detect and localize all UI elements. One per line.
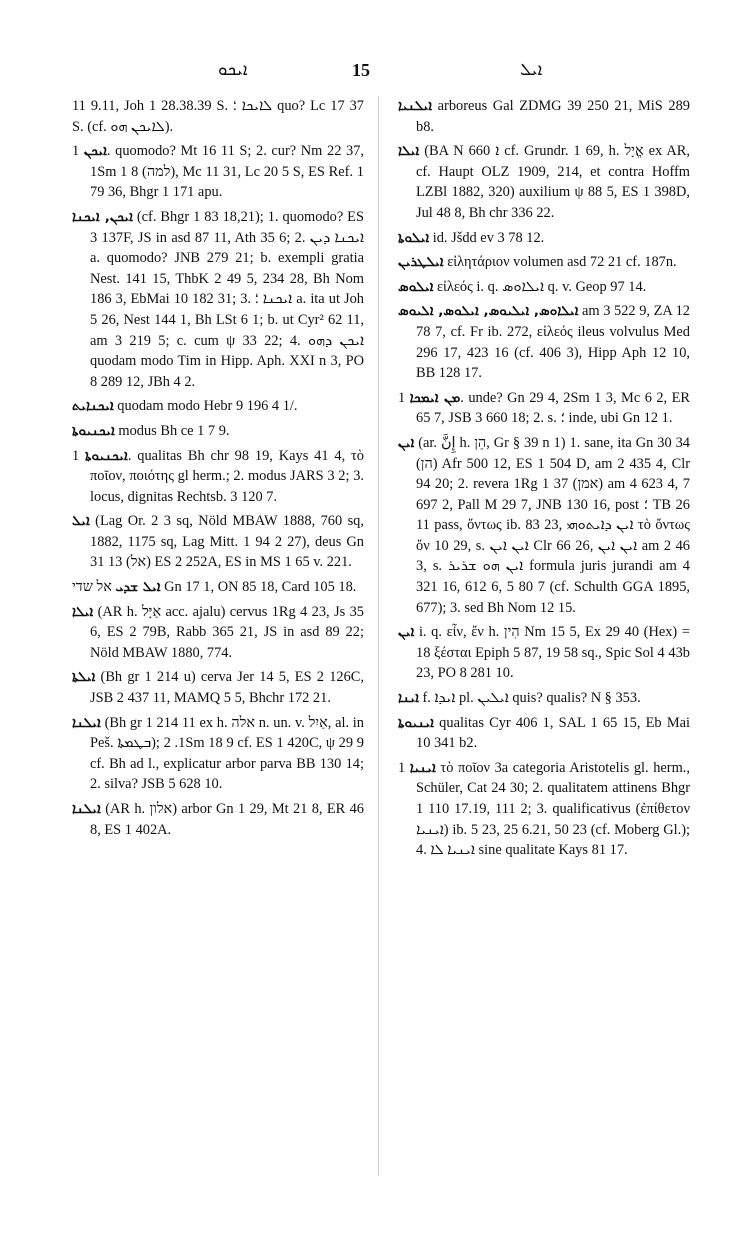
entry-lemma: ܐܝܢܐ <box>398 690 419 707</box>
dictionary-entry: ܐܝܠ (Lag Or. 2 3 sq, Nöld MBAW 1888, 760 sq, 1882, 1175 sq, Lag Mitt. 1 94 2 27), deus Gn 31 13 (אל) ES 2 252A, ES in MS 1 65 v. 221. <box>72 513 364 571</box>
entry-lemma: ܡܢ ܐܝܡܟܐ <box>409 389 461 406</box>
dictionary-entry: ܐܝܠܐ (BA N 660 ܐ cf. Grundr. 1 69, h. אֱיָל ex AR, cf. Haupt OLZ 1909, 214, et contra Hoffm LZBl 1882, 320) auxilium ψ 88 5, ES 1 398D, Jul 48 8, Bh chr 336 22. <box>398 143 690 221</box>
page-number: 15 <box>352 60 370 80</box>
dictionary-entry: 11 9.11, Joh 1 28.38.39 S. ܠܐܝܟܐ ؛ quo? Lc 17 37 S. (cf. ܠܐܝܟܢ ܗܘ). <box>72 98 365 135</box>
entry-lemma: ܐܝܠܘܬܐ <box>398 229 430 246</box>
column-divider <box>378 96 379 1176</box>
entry-lemma: ܐܝܠܐ <box>72 603 94 620</box>
dictionary-entry: ܐܝܠܘܬܐ id. Jšdd ev 3 78 12. <box>398 229 545 246</box>
entry-lemma: ܐܝܟܢܐܝܬ <box>72 398 114 415</box>
dictionary-entry: ܐܝܠܘܣ εἰλεός i. q. ܐܝܠܐܘܣ q. v. Geop 97 14. <box>398 278 647 295</box>
entry-lemma: ܐܝܠܘܣ <box>398 278 434 295</box>
entry-lemma: ܐܝܠܢܐ <box>72 801 101 817</box>
dictionary-entry: ܐܝܠܬܐ (Bh gr 1 214 u) cerva Jer 14 5, ES 2 126C, JSB 2 437 11, MAMQ 5 5, Bhchr 172 21. <box>72 669 364 707</box>
dictionary-entry: ܐܝܢ (ar. إِنَّ h. הֵן, Gr § 39 n 1) 1. sane, ita Gn 30 34 (הן) Afr 500 12, ES 1 504 D, am 2 435 4, Clr 94 20; 2. revera 1Rg 1 37 (אמן) am 4 623 4, 7 697 2, Pall M 29 7, JNB 130 16, post ؛ TB 26 11 pass, ὄντως ib. 83 23, ܐܝܢ ܕܐܝܬܘܗܝ τὸ ὄντως ὄν 10 29, s. ܐܝܢ ܐܝܢ Clr 66 26, ܐܝܢ ܐܝܢ am 2 46 3, s. ܐܝܢ ܗܘ ܫܪܝܪ formula juris jurandi am 4 321 16, 612 6, 5 80 7 (cf. Schulth GGA 1895, 677); 3. sed Bh Nom 12 15. <box>398 434 691 616</box>
dictionary-entry: ܐܝܟܢܝܘܬܐ 1. qualitas Bh chr 98 19, Kays 41 4, τὸ ποῖον, ποιότης gl herm.; 2. modus JARS 3 2; 3. locus, dignitas Rechtsb. 3 120 7. <box>72 447 364 505</box>
entry-lemma: ܐܝܢ <box>398 434 415 451</box>
dictionary-entry: ܐܝܠ ܫܕܝ אל שדי Gn 17 1, ON 85 18, Card 105 18. <box>72 579 357 596</box>
entry-lemma: ܐܝܠܐ <box>398 143 420 160</box>
dictionary-entry: ܐܝܠܢܐ (AR h. אלון) arbor Gn 1 29, Mt 21 8, ER 46 8, ES 1 402A. <box>72 801 364 838</box>
dictionary-entry: ܡܢ ܐܝܡܟܐ 1. unde? Gn 29 4, 2Sm 1 3, Mc 6 2, ER 65 7, JSB 3 660 18; 2. s. ؛ inde, ubi Gn 12 1. <box>398 389 690 427</box>
dictionary-entry: ܐܝܠܐ (AR h. אַיָּל acc. ajalu) cervus 1Rg 4 23, Js 35 6, ES 2 79B, Rabb 365 21, JS in asd 89 22; Nöld MBAW 1880, 774. <box>72 603 364 661</box>
running-head-right: ܐܝܠ <box>520 60 543 79</box>
entry-lemma: ܐܝܢܝܘܬܐ <box>398 714 434 731</box>
dictionary-entry: ܐܝܢ i. q. εἶν, ἔν h. הִין Nm 15 5, Ex 29 40 (Hex) = 18 ξέσται Epiph 5 87, 19 58 sq., Spic Sol 4 43b 23, PO 8 281 10. <box>398 624 690 682</box>
left-column <box>72 96 364 844</box>
dictionary-entry: ܐܝܢܝܘܬܐ qualitas Cyr 406 1, SAL 1 65 15, Eb Mai 10 341 b2. <box>398 714 690 752</box>
dictionary-entry: ܐܝܠܛܪܝܢ εἰλητάριον volumen asd 72 21 cf. 187n. <box>398 254 677 271</box>
entry-lemma: ܐܝܠ ܫܕܝ <box>115 579 161 596</box>
dictionary-entry: ܐܝܢܐ f. ܐܝܕܐ pl. ܐܝܠܝܢ quis? qualis? N § 353. <box>398 690 641 707</box>
entry-lemma: ܐܝܠܐܘܣ, ܐܝܠܝܘܣ, ܐܝܠܘܣ, ܐܠܝܘܣ <box>398 303 579 320</box>
dictionary-entry: ܐܝܟܢ 1. quomodo? Mt 16 11 S; 2. cur? Nm 22 37, 1Sm 1 8 (למה), Mc 11 31, Lc 20 5 S, ES Ref. 1 79 36, Bhgr 1 171 apu. <box>72 143 365 201</box>
running-head-left: ܐܝܟܘ <box>218 60 248 79</box>
entry-lemma: ܐܝܠܢܐ <box>72 714 101 731</box>
entry-lemma: ܐܝܟܢ, ܐܝܟܢܐ <box>72 208 133 225</box>
entry-lemma: ܐܝܟܢܝܘܬܐ <box>72 422 115 439</box>
dictionary-entry: ܐܝܟܢ, ܐܝܟܢܐ (cf. Bhgr 1 83 18,21); 1. quomodo? ES 3 137F, JS in asd 87 11, Ath 35 6; 2. ܐܝܟܢܐ ܕܝܢ a. quomodo? JNB 279 21; b. exempli gratia Nest. 141 15, ThbK 2 49 5, 234 28, Bh Nom 186 3, EbMai 10 182 31; 3. ܐܝܟܢܐ ؛ a. ita ut Joh 5 26, Nest 144 1, Bh LSt 6 1; b. ut Cyr² 62 11, am 3 219 5; c. cum ψ 33 22; 4. ܐܝܟܢ ܕܗܘ quodam modo Tim in Hipp. Aph. XXI n 3, PO 8 289 12, JBh 4 2. <box>72 208 364 390</box>
entry-lemma: ܐܝܠ <box>72 513 90 530</box>
right-column <box>398 96 690 865</box>
entry-lemma: ܐܝܠܢܝܐ <box>398 98 433 114</box>
dictionary-entry: ܐܝܠܐܘܣ, ܐܝܠܝܘܣ, ܐܝܠܘܣ, ܐܠܝܘܣ am 3 522 9, ZA 12 78 7, cf. Fr ib. 272, εἰλεός ileus volvulus Med 296 17, 423 16 (cf. 406 3), Hipp Aph 12 10, BB 128 17. <box>398 303 690 382</box>
entry-lemma: ܐܝܢ <box>398 624 415 641</box>
dictionary-entry: ܐܝܠܢܐ (Bh gr 1 214 11 ex h. אלה n. un. v. אַיִל, al. in Peš. ܒܛܡܬܐ); 1. 2Sm 18 9 cf. ES 1 420C, ψ 29 9 cf. Bh ad l., explicatur arbor parva BB 130 14; 2. silva? JSB 5 628 10. <box>72 714 364 793</box>
entry-lemma: ܐܝܠܛܪܝܢ <box>398 254 444 271</box>
dictionary-entry: ܐܝܢܝܐ 1 τὸ ποῖον 3a categoria Aristotelis gl. herm., Schüler, Cat 24 30; 2. qualitatem attinens Bhgr 1 110 17.19, 111 2; 3. qualificativus (ἐπίθετον ܐܝܢܝܐ) ib. 5 23, 25 6.21, 50 23 (cf. Moberg Gl.); 4. ܐܝܢܝܐ ܠܐ sine qualitate Kays 81 17. <box>398 759 690 859</box>
entry-lemma: ܐܝܠܬܐ <box>72 669 96 686</box>
dictionary-entry: ܐܝܟܢܐܝܬ quodam modo Hebr 9 196 4 1/. <box>72 398 298 415</box>
entry-lemma: ܐܝܟܢ <box>83 143 107 160</box>
dictionary-entry: ܐܝܟܢܝܘܬܐ modus Bh ce 1 7 9. <box>72 422 230 439</box>
entry-lemma: ܐܝܢܝܐ <box>409 759 436 776</box>
entry-lemma: ܐܝܟܢܝܘܬܐ <box>85 447 128 464</box>
dictionary-entry: ܐܝܠܢܝܐ arboreus Gal ZDMG 39 250 21, MiS 289 b8. <box>398 98 690 135</box>
